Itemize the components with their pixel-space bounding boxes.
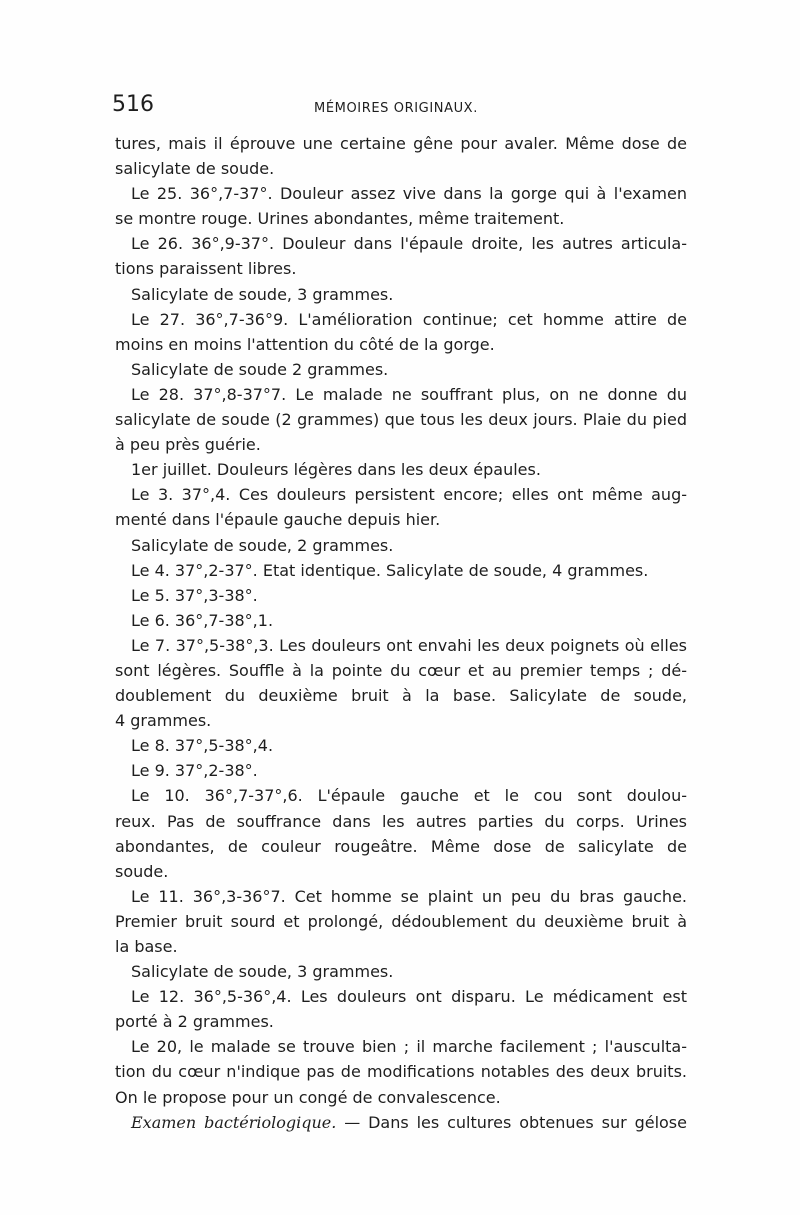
text-line: Le 3. 37°,4. Ces douleurs persistent encore; elles ont même aug- [131,485,687,505]
text-line: sont légères. Souffle à la pointe du cœur et au premier temps ; dé- [115,660,687,680]
text-line: soude. [115,861,169,881]
text-line: Le 10. 36°,7-37°,6. L'épaule gauche et le cou sont doulou- [131,786,687,806]
text-line: la base. [115,937,178,956]
text-line: porté à 2 grammes. [115,1012,274,1032]
text-line: Salicylate de soude, 3 grammes. [131,962,394,982]
text-line: Le 27. 36°,7-36°9. L'amélioration continue; cet homme attire de [131,309,687,329]
text-line: Le 7. 37°,5-38°,3. Les douleurs ont envahi les deux poignets où elles [131,635,687,655]
body-text [115,131,687,1135]
text-line: Le 26. 36°,9-37°. Douleur dans l'épaule droite, les autres articula- [131,234,687,254]
text-line: menté dans l'épaule gauche depuis hier. [115,510,441,530]
text-line: reux. Pas de souffrance dans les autres parties du corps. Urines [115,811,687,831]
text-line: Salicylate de soude 2 grammes. [131,359,389,379]
running-title: MÉMOIRES ORIGINAUX. [314,101,478,116]
text-line: Salicylate de soude, 2 grammes. [131,535,394,555]
text-line: On le propose pour un congé de convalescence. [115,1087,501,1107]
text-line: Premier bruit sourd et prolongé, dédoublement du deuxième bruit à [115,911,687,931]
text-line: tion du cœur n'indique pas de modifications notables des deux bruits. [115,1062,687,1082]
text-line: doublement du deuxième bruit à la base. Salicylate de soude, [115,686,687,706]
text-line: Le 9. 37°,2-38°. [131,761,258,781]
text-line: Le 20, le malade se trouve bien ; il marche facilement ; l'ausculta- [131,1037,687,1057]
text-line: Le 8. 37°,5-38°,4. [131,736,274,756]
text-line: 1er juillet. Douleurs légères dans les deux épaules. [131,460,541,480]
page-number: 516 [112,92,154,117]
text-line: moins en moins l'attention du côté de la gorge. [115,334,495,354]
section-heading-italic: Examen bactériologique. [131,1112,337,1132]
text-line: Le 4. 37°,2-37°. Etat identique. Salicylate de soude, 4 grammes. [131,560,649,580]
text-line: Le 11. 36°,3-36°7. Cet homme se plaint un peu du bras gauche. [131,886,687,906]
text-line: tions paraissent libres. [115,259,297,279]
text-line: Le 25. 36°,7-37°. Douleur assez vive dans la gorge qui à l'examen [131,184,687,204]
text-line: 4 grammes. [115,711,212,731]
text-line: se montre rouge. Urines abondantes, même traitement. [115,209,565,229]
text-line: Le 6. 36°,7-38°,1. [131,610,274,630]
text-line: Le 5. 37°,3-38°. [131,585,258,605]
text-line: Salicylate de soude, 3 grammes. [131,284,394,304]
text-line-final [115,1110,687,1135]
text-line: salicylate de soude (2 grammes) que tous les deux jours. Plaie du pied [115,410,687,430]
text-line: à peu près guérie. [115,435,261,455]
text-line-rest: — Dans les cultures obtenues sur gélose [336,1112,687,1132]
text-line: abondantes, de couleur rougeâtre. Même dose de salicylate de [115,836,687,856]
text-line: tures, mais il éprouve une certaine gêne pour avaler. Même dose de [115,134,687,153]
text-line: Le 28. 37°,8-37°7. Le malade ne souffrant plus, on ne donne du [131,384,687,404]
page-header [112,92,692,124]
text-line: salicylate de soude. [115,159,275,179]
text-line: Le 12. 36°,5-36°,4. Les douleurs ont disparu. Le médicament est [131,987,687,1007]
